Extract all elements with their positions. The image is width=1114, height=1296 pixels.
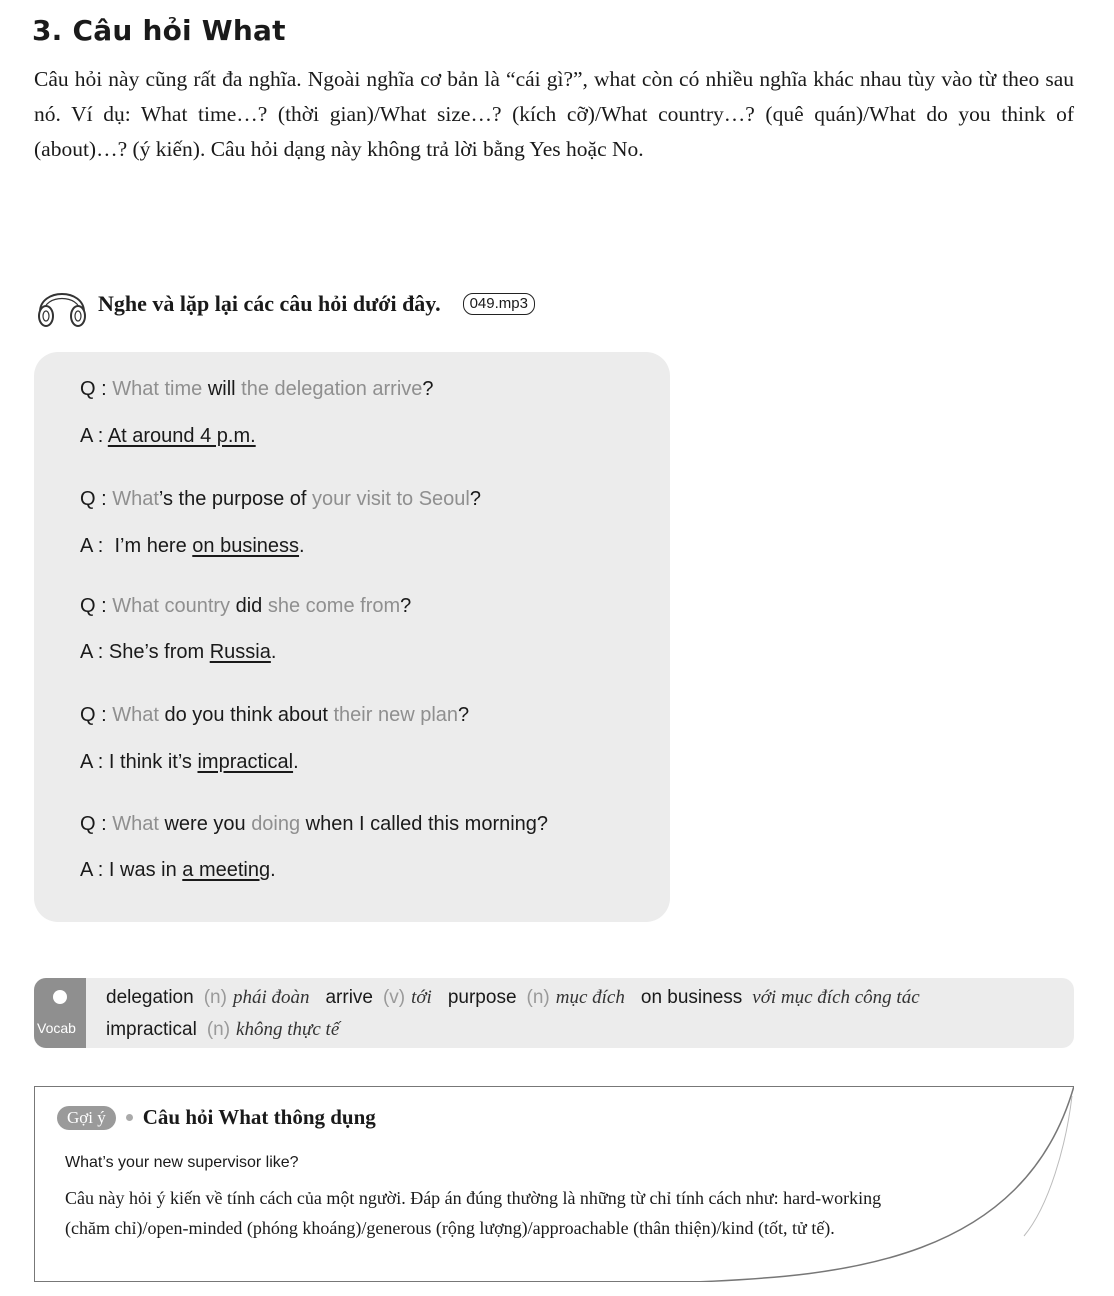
answer-line — [80, 859, 276, 882]
q-part: when I called this morning? — [300, 813, 549, 835]
q-part: ? — [469, 488, 481, 510]
q-part: What — [112, 704, 159, 726]
q-prefix: Q : — [80, 488, 107, 510]
q-part: ? — [422, 378, 434, 400]
a-part: At around 4 p.m. — [107, 425, 256, 447]
page-curl-icon — [694, 1086, 1074, 1282]
q-part: your visit to Seoul — [312, 488, 470, 510]
vocab-pos: (n) — [526, 987, 550, 1008]
q-part: What — [112, 488, 159, 510]
a-prefix: A : — [80, 751, 104, 773]
vocab-meaning: không thực tế — [236, 1019, 340, 1040]
a-part: . — [299, 535, 305, 557]
listening-title: Nghe và lặp lại các câu hỏi dưới đây. — [98, 291, 441, 316]
bullet-icon — [126, 1114, 133, 1121]
vocab-word: impractical — [106, 1019, 197, 1040]
a-prefix: A : — [80, 641, 104, 663]
q-part: ’s the purpose of — [158, 488, 312, 510]
question-line — [80, 704, 469, 727]
q-part: What — [112, 813, 159, 835]
vocab-pos: (v) — [382, 987, 406, 1008]
vocab-label: Vocab — [37, 1020, 76, 1036]
headphones-icon[interactable] — [34, 278, 90, 330]
vocab-meaning: phái đoàn — [232, 987, 310, 1008]
question-line — [80, 378, 434, 401]
a-part: . — [270, 859, 276, 881]
a-part: Russia — [209, 641, 271, 663]
q-part: ? — [400, 595, 412, 617]
vocab-row — [106, 987, 936, 1009]
vocab-word: delegation — [106, 987, 194, 1008]
a-part: a meeting — [182, 859, 271, 881]
section-number: 3. — [32, 14, 63, 47]
section-heading — [32, 14, 286, 47]
question-line — [80, 488, 481, 511]
q-part: did — [230, 595, 268, 617]
q-part: What time — [112, 378, 203, 400]
a-part: I was in — [108, 859, 183, 881]
q-part: the delegation arrive — [241, 378, 423, 400]
tip-text: Câu này hỏi ý kiến về tính cách của một người. Đáp án đúng thường là những từ chỉ tính cách như: hard-working (chăm chỉ)/open-minded (phóng khoáng)/generous (rộng lượng)/approachable (thân thiện)/kind (tốt, tử tế). — [65, 1188, 882, 1238]
a-prefix: A : — [80, 425, 104, 447]
question-line — [80, 813, 548, 836]
q-part: their new plan — [333, 704, 459, 726]
tip-box — [34, 1086, 1074, 1282]
bullet-icon — [53, 990, 67, 1004]
audio-file-badge[interactable]: 049.mp3 — [463, 293, 535, 315]
listening-instruction — [34, 278, 535, 330]
q-prefix: Q : — [80, 378, 107, 400]
a-part: . — [293, 751, 299, 773]
tip-header — [57, 1105, 376, 1130]
a-part: She’s from — [108, 641, 210, 663]
vocab-word: purpose — [447, 987, 517, 1008]
vocab-pos: (n) — [203, 987, 227, 1008]
answer-line — [80, 641, 276, 664]
vocab-word: on business — [640, 987, 743, 1008]
qa-panel — [34, 352, 670, 922]
q-prefix: Q : — [80, 813, 107, 835]
vocab-word: arrive — [325, 987, 373, 1008]
vocab-panel — [34, 978, 1074, 1048]
a-part: I’m here — [103, 535, 193, 557]
q-part: do you think about — [158, 704, 334, 726]
vocab-meaning: tới — [411, 987, 432, 1008]
vocab-meaning: với mục đích công tác — [752, 987, 920, 1008]
q-part: ? — [458, 704, 470, 726]
intro-paragraph: Câu hỏi này cũng rất đa nghĩa. Ngoài nghĩa cơ bản là “cái gì?”, what còn có nhiều nghĩa khác nhau tùy vào từ theo sau nó. Ví dụ: What time…? (thời gian)/What size…? (kích cỡ)/What country…? (quê quán)/What do you think of (about)…? (ý kiến). Câu hỏi dạng này không trả lời bằng Yes hoặc No. — [34, 67, 1074, 161]
vocab-row — [106, 1019, 355, 1041]
a-part: impractical — [197, 751, 294, 773]
q-part: doing — [251, 813, 301, 835]
a-part: . — [270, 641, 277, 663]
q-prefix: Q : — [80, 704, 107, 726]
a-prefix: A : — [80, 535, 104, 557]
a-prefix: A : — [80, 859, 104, 881]
vocab-pos: (n) — [206, 1019, 231, 1040]
answer-line — [80, 751, 299, 774]
q-part: she come from — [267, 595, 401, 617]
vocab-meaning: mục đích — [555, 987, 625, 1008]
question-line — [80, 595, 411, 618]
q-part: were you — [158, 813, 252, 835]
q-part: will — [202, 378, 242, 400]
a-part: I think it’s — [108, 751, 198, 773]
q-part: What country — [112, 595, 231, 617]
vocab-tab — [34, 978, 86, 1048]
answer-line — [80, 425, 256, 448]
a-part: on business — [192, 535, 300, 557]
section-title: Câu hỏi What — [72, 14, 286, 47]
tip-title: Câu hỏi What thông dụng — [142, 1105, 376, 1129]
tip-badge: Gợi ý — [57, 1106, 116, 1130]
answer-line — [80, 535, 305, 558]
q-prefix: Q : — [80, 595, 107, 617]
tip-question: What’s your new supervisor like? — [65, 1154, 299, 1171]
